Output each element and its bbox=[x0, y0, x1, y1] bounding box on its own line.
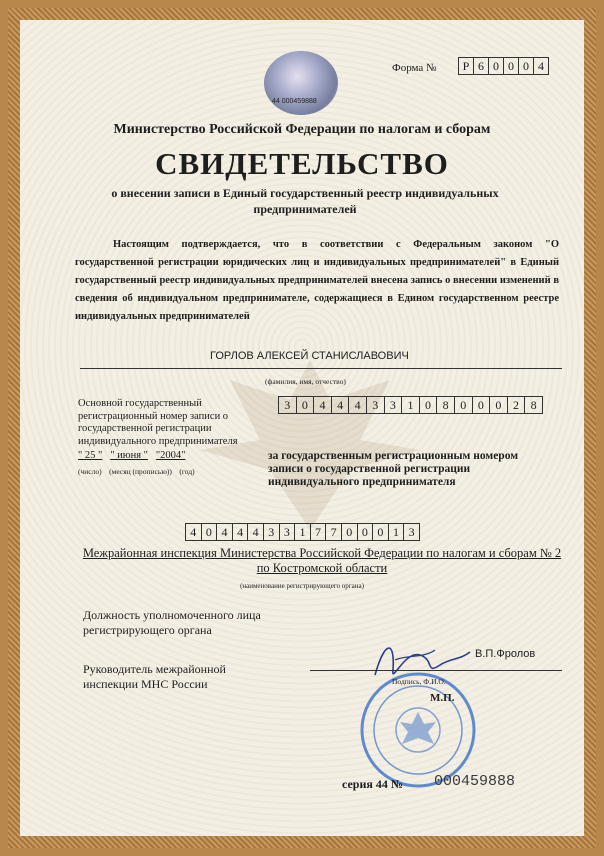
reg-cell: 1 bbox=[402, 397, 420, 413]
num2-cell: 7 bbox=[326, 524, 342, 540]
form-cell: 6 bbox=[474, 58, 489, 74]
num2-cell: 7 bbox=[311, 524, 327, 540]
position-label: Должность уполномоченного лица регистрирующего органа bbox=[83, 608, 261, 637]
form-cell: 0 bbox=[519, 58, 534, 74]
series-number: 000459888 bbox=[434, 773, 516, 790]
form-number-cells bbox=[458, 57, 549, 75]
reg-cell: 4 bbox=[314, 397, 332, 413]
reg-description: за государственным регистрационным номером записи о государственной регистрации индивидуального предпринимателя bbox=[268, 450, 519, 488]
person-name: ГОРЛОВ АЛЕКСЕЙ СТАНИСЛАВОВИЧ bbox=[210, 350, 409, 362]
inspection-name: Межрайонная инспекция Министерства Российской Федерации по налогам и сборам № 2 по Костромской области bbox=[82, 546, 562, 575]
reg-cell: 3 bbox=[367, 397, 385, 413]
reg-cell: 2 bbox=[508, 397, 526, 413]
date-captions bbox=[78, 467, 195, 476]
reg-cell: 0 bbox=[297, 397, 315, 413]
hologram-seal bbox=[264, 51, 338, 115]
num2-cell: 4 bbox=[233, 524, 249, 540]
reg-cell: 3 bbox=[279, 397, 297, 413]
num2-cell: 3 bbox=[408, 525, 415, 539]
reg-cell: 0 bbox=[490, 397, 508, 413]
date-cap-day: (число) bbox=[78, 467, 102, 476]
reg-number-label: Основной государственный регистрационный номер записи о государственной регистрации индивидуального предпринимателя bbox=[78, 398, 238, 447]
reg-cell: 4 bbox=[332, 397, 350, 413]
reg-cell: 4 bbox=[349, 397, 367, 413]
second-reg-number-cells bbox=[185, 523, 420, 541]
num2-cell: 0 bbox=[342, 524, 358, 540]
ministry-heading: Министерство Российской Федерации по налогам и сборам bbox=[113, 122, 491, 137]
reg-cell: 8 bbox=[437, 397, 455, 413]
num2-cell: 3 bbox=[264, 524, 280, 540]
signature-line bbox=[310, 670, 562, 671]
form-cell: 0 bbox=[504, 58, 519, 74]
num2-cell: 0 bbox=[373, 524, 389, 540]
date-row bbox=[78, 450, 185, 461]
person-underline bbox=[80, 368, 562, 369]
signatory-name: В.П.Фролов bbox=[475, 648, 536, 660]
num2-cell: 3 bbox=[280, 524, 296, 540]
num2-cell: 4 bbox=[248, 524, 264, 540]
series-label: серия 44 № bbox=[342, 777, 403, 791]
inspection-caption: (наименование регистрирующего органа) bbox=[240, 582, 364, 590]
num2-cell: 1 bbox=[295, 524, 311, 540]
hologram-number: 44 000459888 bbox=[272, 98, 317, 105]
num2-cell: 1 bbox=[389, 524, 405, 540]
reg-cell: 0 bbox=[420, 397, 438, 413]
body-paragraph: Настоящим подтверждается, что в соответствии с Федеральным законом "О государственной регистрации юридических лиц и индивидуальных предпринимателей" в Единый государственный реестр индивидуальных предпринимателей внесена запись о внесении изменений в сведения об индивидуальном предпринимателе, содержащиеся в Едином государственном реестре индивидуальных предпринимателей bbox=[75, 239, 559, 322]
certificate-paper bbox=[20, 20, 584, 836]
reg-cell: 0 bbox=[455, 397, 473, 413]
date-year: "2004" bbox=[155, 450, 186, 461]
document-title: СВИДЕТЕЛЬСТВО bbox=[155, 146, 449, 181]
document-subtitle: о внесении записи в Единый государственный реестр индивидуальных предпринимателей bbox=[111, 186, 499, 216]
person-caption: (фамилия, имя, отчество) bbox=[265, 377, 346, 386]
date-day: " 25 " bbox=[78, 450, 103, 461]
num2-cell: 0 bbox=[202, 524, 218, 540]
num2-cell: 4 bbox=[186, 524, 202, 540]
position-value: Руководитель межрайонной инспекции МНС России bbox=[83, 662, 226, 691]
form-cell: Р bbox=[459, 58, 474, 74]
form-label: Форма № bbox=[392, 62, 437, 74]
date-month: " июня " bbox=[110, 450, 148, 461]
reg-cell: 3 bbox=[385, 397, 403, 413]
reg-cell: 8 bbox=[530, 398, 537, 412]
signature-caption: Подпись, Ф.И.О. bbox=[392, 677, 446, 686]
mp-label: М.П. bbox=[430, 692, 455, 704]
num2-cell: 4 bbox=[217, 524, 233, 540]
date-cap-month: (месяц (прописью)) bbox=[109, 467, 172, 476]
form-cell: 0 bbox=[489, 58, 504, 74]
form-cell: 4 bbox=[538, 59, 544, 73]
date-cap-year: (год) bbox=[179, 467, 195, 476]
reg-number-cells bbox=[278, 396, 543, 414]
num2-cell: 0 bbox=[358, 524, 374, 540]
reg-cell: 0 bbox=[473, 397, 491, 413]
